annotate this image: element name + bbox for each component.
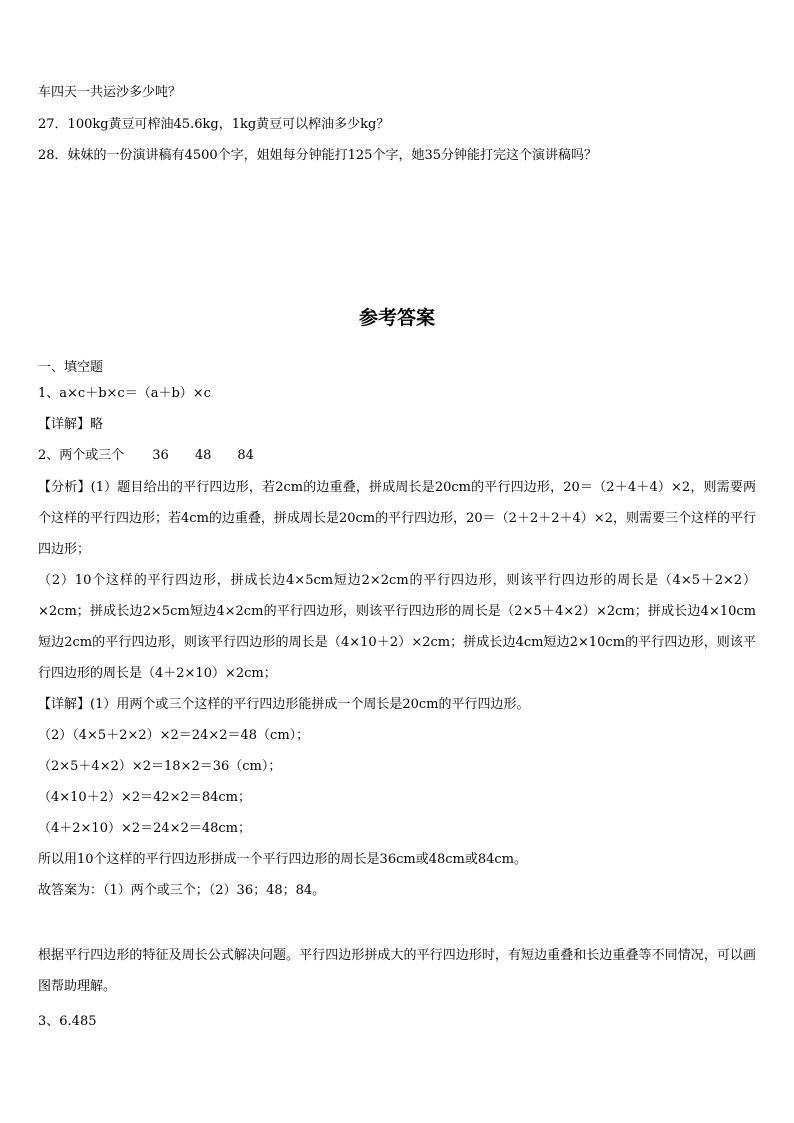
answer-2-final: 故答案为：（1）两个或三个；（2）36；48；84。 [38, 883, 326, 898]
answer-2-detail: 【详解】(1）用两个或三个这样的平行四边形能拼成一个周长是20cm的平行四边形。 [38, 697, 530, 712]
answer-2-row [38, 447, 254, 465]
section-heading-fill-blank: 一、填空题 [38, 360, 104, 375]
answer-3: 3、6.485 [38, 1014, 97, 1029]
answer-2-value-2: 48 [194, 448, 212, 463]
question-26-tail: 车四天一共运沙多少吨？ [38, 85, 182, 100]
answer-2-analysis-part2: （2）10个这样的平行四边形，拼成长边4×5cm短边2×2cm的平行四边形，则该平行四边形的周长是（4×5＋2×2）×2cm；拼成长边2×5cm短边4×2cm的平行四边形，则该平行四边形的周长是（2×5＋4×2）×2cm；拼成长边4×10cm短边2cm的平行四边形，则该平行四边形的周长是（4×10＋2）×2cm；拼成长边4cm短边2×10cm的平行四边形，则该平行四边形的周长是（4＋2×10）×2cm； [38, 573, 756, 681]
answers-title: 参考答案 [358, 307, 435, 329]
question-27: 27．100kg黄豆可榨油45.6kg，1kg黄豆可以榨油多少kg？ [38, 117, 390, 132]
answer-2-value-1: 36 [152, 448, 169, 463]
answer-2-value-3: 84 [237, 448, 254, 463]
answer-2-calc-2: （2×5＋4×2）×2＝18×2＝36（cm）； [38, 759, 282, 774]
answer-2-calc-3: （4×10＋2）×2＝42×2＝84cm； [38, 790, 251, 805]
answer-2-calc-4: （4＋2×10）×2＝24×2＝48cm； [38, 821, 251, 836]
answer-1: 1、a×c＋b×c＝（a＋b）×c [38, 386, 211, 401]
answer-2-note: 根据平行四边形的特征及周长公式解决问题。平行四边形拼成大的平行四边形时，有短边重叠和长边重叠等不同情况，可以画图帮助理解。 [38, 948, 756, 994]
question-28: 28．妹妹的一份演讲稿有4500个字，姐姐每分钟能打125个字，她35分钟能打完这个演讲稿吗？ [38, 148, 597, 163]
answer-1-detail: 【详解】略 [38, 417, 104, 432]
answer-2-label: 2、两个或三个 [38, 448, 125, 463]
answer-2-conclusion: 所以用10个这样的平行四边形拼成一个平行四边形的周长是36cm或48cm或84cm。 [38, 852, 527, 867]
answer-2-analysis-part1: 【分析】(1）题目给出的平行四边形，若2cm的边重叠，拼成周长是20cm的平行四边形，20＝（2＋4＋4）×2，则需要两个这样的平行四边形；若4cm的边重叠，拼成周长是20cm的平行四边形，20＝（2＋2＋2＋4）×2，则需要三个这样的平行四边形； [38, 480, 756, 557]
answer-2-calc-1: （2）（4×5＋2×2）×2＝24×2＝48（cm）； [38, 728, 310, 743]
